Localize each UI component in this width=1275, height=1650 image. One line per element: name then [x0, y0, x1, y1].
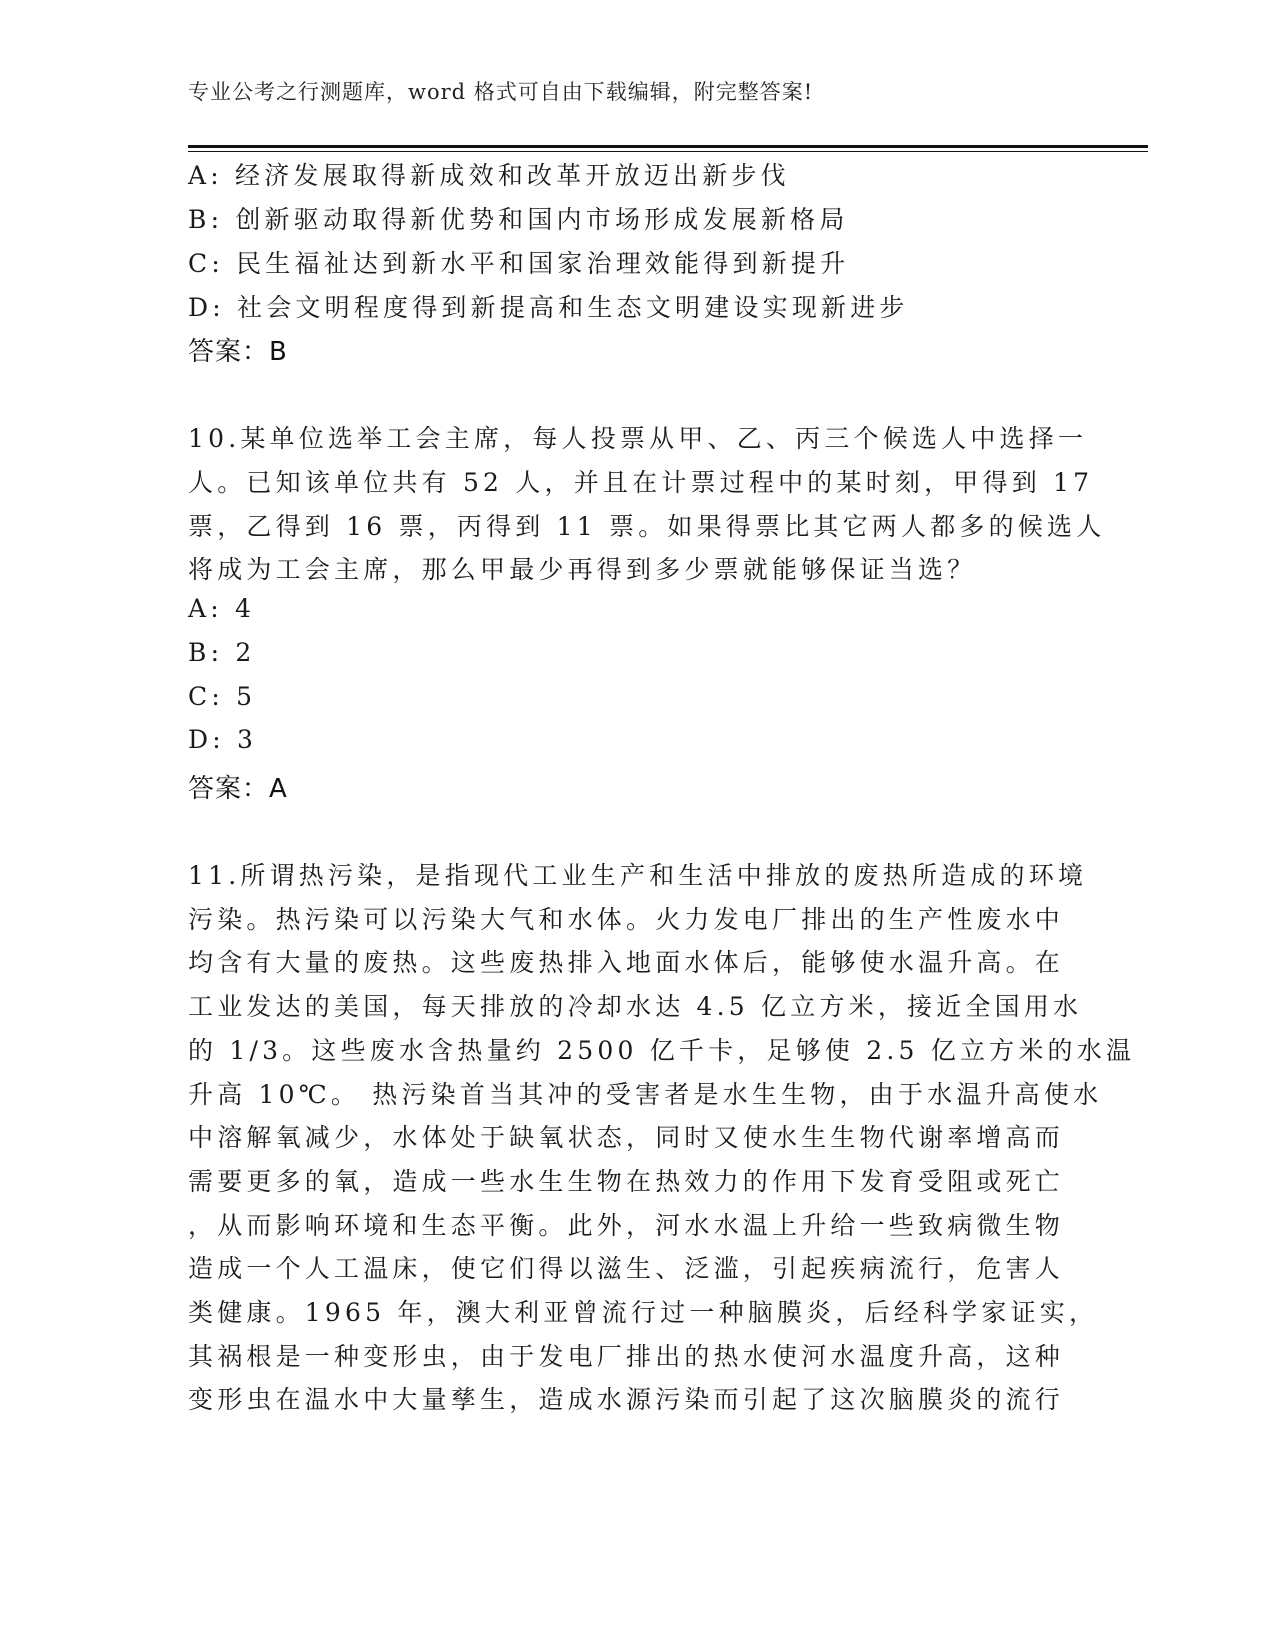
q11-stem-line: 升高 10℃。 热污染首当其冲的受害者是水生生物，由于水温升高使水	[188, 1080, 1103, 1109]
q9-option-d: D: 社会文明程度得到新提高和生态文明建设实现新进步	[188, 293, 909, 322]
q10-option-d: D: 3	[188, 725, 258, 754]
q11-stem-line: 工业发达的美国，每天排放的冷却水达 4.5 亿立方米，接近全国用水	[188, 992, 1083, 1021]
q11-stem-line: 均含有大量的废热。这些废热排入地面水体后，能够使水温升高。在	[188, 948, 1065, 977]
q11-stem-line: 类健康。1965 年，澳大利亚曾流行过一种脑膜炎，后经科学家证实，	[188, 1298, 1099, 1327]
q10-stem-line: 10.某单位选举工会主席，每人投票从甲、乙、丙三个候选人中选择一	[188, 424, 1088, 453]
q11-stem-line: 需要更多的氧，造成一些水生生物在热效力的作用下发育受阻或死亡	[188, 1167, 1065, 1196]
q9-option-b: B: 创新驱动取得新优势和国内市场形成发展新格局	[188, 205, 849, 234]
q10-option-c: C: 5	[188, 682, 257, 711]
q11-stem-line: 污染。热污染可以污染大气和水体。火力发电厂排出的生产性废水中	[188, 905, 1065, 934]
header-rule-thick	[188, 145, 1148, 148]
q10-stem-line: 将成为工会主席，那么甲最少再得到多少票就能够保证当选？	[188, 555, 977, 584]
q11-stem-line: 中溶解氧减少，水体处于缺氧状态，同时又使水生生物代谢率增高而	[188, 1123, 1065, 1152]
q10-option-a: A: 4	[188, 594, 256, 623]
q11-stem-line: 变形虫在温水中大量孳生，造成水源污染而引起了这次脑膜炎的流行	[188, 1385, 1065, 1414]
q11-stem-line: 的 1/3。这些废水含热量约 2500 亿千卡，足够使 2.5 亿立方米的水温	[188, 1036, 1136, 1065]
q9-answer: 答案：B	[188, 337, 288, 367]
q9-option-a: A: 经济发展取得新成效和改革开放迈出新步伐	[188, 161, 790, 190]
header-rule-thin	[188, 151, 1148, 152]
q10-stem-line: 票，乙得到 16 票，丙得到 11 票。如果得票比其它两人都多的候选人	[188, 512, 1106, 541]
page-header: 专业公考之行测题库，word 格式可自由下载编辑，附完整答案!	[188, 80, 814, 104]
q11-stem-line: 11.所谓热污染，是指现代工业生产和生活中排放的废热所造成的环境	[188, 861, 1088, 890]
q11-stem-line: 其祸根是一种变形虫，由于发电厂排出的热水使河水温度升高，这种	[188, 1342, 1065, 1371]
q11-stem-line: ，从而影响环境和生态平衡。此外，河水水温上升给一些致病微生物	[188, 1211, 1065, 1240]
q10-stem-line: 人。已知该单位共有 52 人，并且在计票过程中的某时刻，甲得到 17	[188, 468, 1094, 497]
q10-option-b: B: 2	[188, 638, 256, 667]
q10-answer: 答案：A	[188, 774, 288, 804]
q11-stem-line: 造成一个人工温床，使它们得以滋生、泛滥，引起疾病流行，危害人	[188, 1254, 1065, 1283]
q9-option-c: C: 民生福祉达到新水平和国家治理效能得到新提升	[188, 249, 850, 278]
